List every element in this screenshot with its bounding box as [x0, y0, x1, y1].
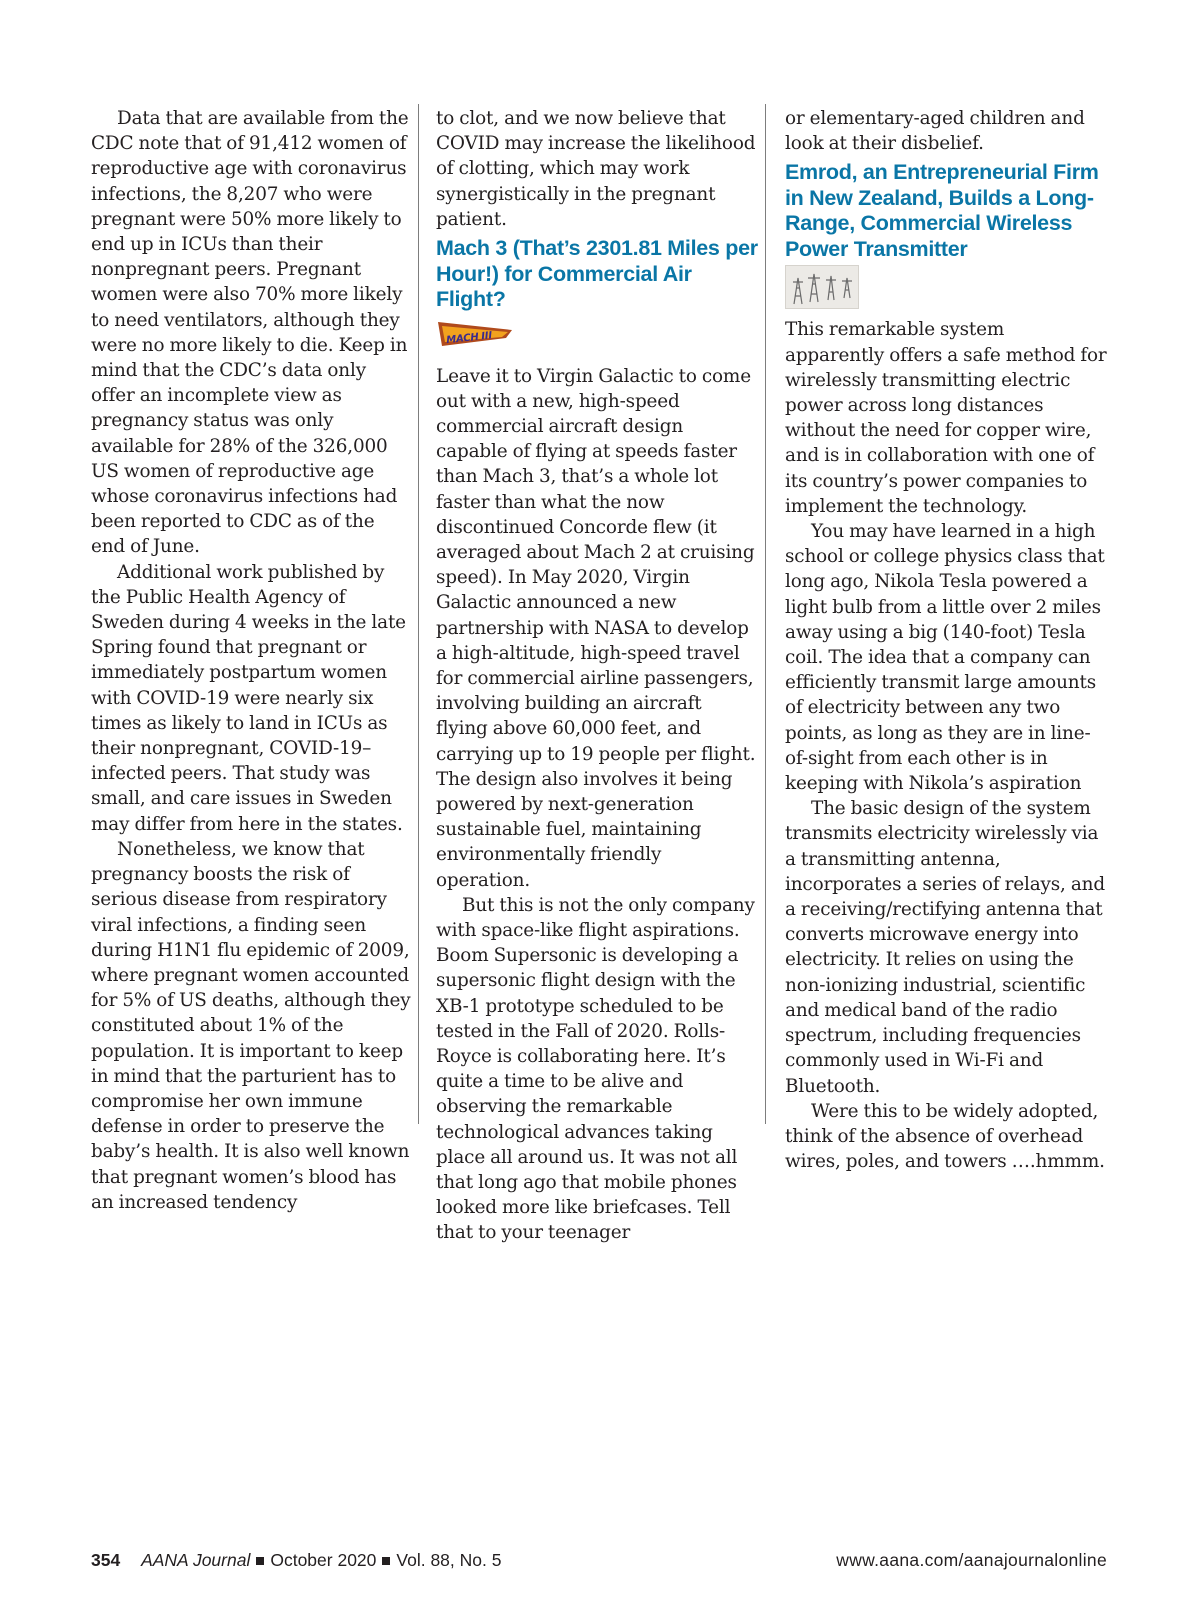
journal-url[interactable]: www.aana.com/aanajournalonline: [836, 1550, 1107, 1570]
body-paragraph: Leave it to Virgin Galactic to come out with a new, high-speed commercial aircraft design capable of flying at speeds faster than Mach 3, that’s a whole lot faster than what the now discontinued Concorde flew (it averaged about Mach 2 at cruising speed). In May 2020, Virgin Galactic announced a new partnership with NASA to develop a high-altitude, high-speed travel for commercial airline passengers, involving building an aircraft flying above 60,000 feet, and carrying up to 19 people per flight. The design also involves it being powered by next-generation sustainable fuel, maintaining environmentally friendly operation.: [436, 365, 756, 891]
column-divider: [418, 104, 419, 1124]
body-paragraph: Nonetheless, we know that pregnancy boosts the risk of serious disease from respiratory viral infections, a finding seen during H1N1 flu epidemic of 2009, where pregnant women accounted for 5% of US deaths, although they constituted about 1% of the population. It is important to keep in mind that the parturient has to compromise her own immune defense in order to preserve the baby’s health. It is also well known that pregnant women’s blood has an increased tendency: [91, 838, 411, 1213]
body-paragraph: This remarkable system apparently offers a safe method for wirelessly transmitting electric power across long distances without the need for copper wire, and is in collaboration with one of its country’s power companies to implement the technology.: [785, 319, 1107, 517]
page-footer: [91, 1550, 1107, 1574]
footer-citation: [91, 1550, 501, 1571]
column-3: [785, 106, 1107, 1174]
body-paragraph: Were this to be widely adopted, think of the absence of overhead wires, poles, and towers ….hmmm.: [785, 1100, 1105, 1173]
column-divider: [765, 104, 766, 1124]
page-number: 354: [91, 1550, 121, 1570]
body-paragraph: Data that are available from the CDC note that of 91,412 women of reproductive age with coronavirus infections, the 8,207 who were pregnant were 50% more likely to end up in ICUs than their nonpregnant peers. Pregnant women were also 70% more likely to need ventilators, although they were no more likely to die. Keep in mind that the CDC’s data only offer an incomplete view as pregnancy status was only available for 28% of the 326,000 US women of reproductive age whose coronavirus infections had been reported to CDC as of the end of June.: [91, 108, 409, 558]
body-paragraph: or elementary-aged children and look at their disbelief.: [785, 108, 1085, 155]
journal-name: AANA Journal: [141, 1550, 251, 1570]
power-towers-icon: [785, 265, 859, 309]
body-paragraph: The basic design of the system transmits electricity wirelessly via a transmitting antenna, incorporates a series of relays, and a receiving/rectifying antenna that converts microwave energy into electricity. It relies on using the non-ionizing industrial, scientific and medical band of the radio spectrum, including frequencies commonly used in Wi-Fi and Bluetooth.: [785, 798, 1105, 1097]
separator-square-icon: [382, 1557, 390, 1565]
section-heading-mach3: Mach 3 (That’s 2301.81 Miles per Hour!) for Commercial Air Flight?: [436, 236, 758, 312]
body-paragraph: Additional work published by the Public Health Agency of Sweden during 4 weeks in the late Spring found that pregnant or immediately postpartum women with COVID-19 were nearly six times as likely to land in ICUs as their nonpregnant, COVID-19–infected peers. That study was small, and care issues in Sweden may differ from here in the states.: [91, 561, 406, 835]
body-paragraph: to clot, and we now believe that COVID may increase the likelihood of clotting, which may work synergistically in the pregnant patient.: [436, 108, 756, 230]
separator-square-icon: [256, 1557, 264, 1565]
section-heading-emrod: Emrod, an Entrepreneurial Firm in New Zealand, Builds a Long-Range, Commercial Wireless Power Transmitter: [785, 160, 1099, 261]
column-1: [91, 106, 411, 1215]
column-2: [436, 106, 758, 1246]
issue-date: October 2020: [270, 1550, 377, 1570]
mach-logo-icon: [436, 316, 516, 354]
body-paragraph: You may have learned in a high school or college physics class that long ago, Nikola Tesla powered a light bulb from a little over 2 miles away using a big (140-foot) Tesla coil. The idea that a company can efficiently transmit large amounts of electricity between any two points, as long as they are in line-of-sight from each other is in keeping with Nikola’s aspiration: [785, 521, 1105, 795]
volume-number: Vol. 88, No. 5: [396, 1550, 502, 1570]
body-paragraph: But this is not the only company with space-like flight aspirations. Boom Supersonic is developing a supersonic flight design with the XB-1 prototype scheduled to be tested in the Fall of 2020. Rolls-Royce is collaborating here. It’s quite a time to be alive and observing the remarkable technological advances taking place all around us. It was not all that long ago that mobile phones looked more like briefcases. Tell that to your teenager: [436, 894, 755, 1244]
mach-logo-text: MACH III: [445, 329, 493, 346]
